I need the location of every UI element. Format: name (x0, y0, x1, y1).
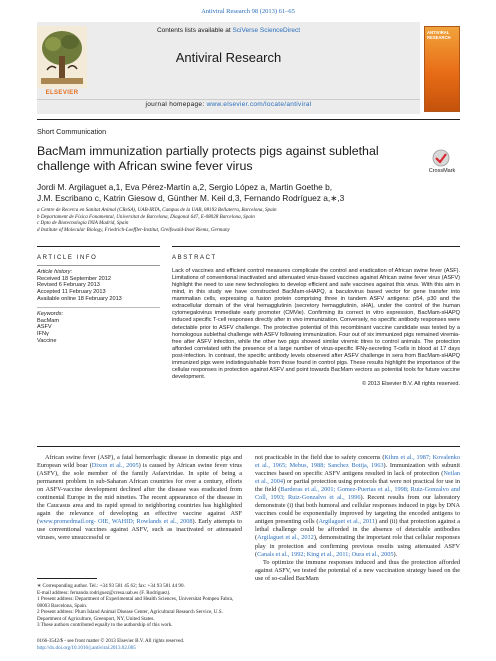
abstract-rule (172, 246, 460, 247)
affiliation-d: d Institute of Molecular Biology, Friedrich-Loeffler-Institut, Greifswald-Insel Riems, Germany (37, 226, 230, 233)
body-text: African swine fever (ASF), a fatal hemorrhagic disease in domestic pigs and European wild boar ( (37, 454, 242, 470)
affiliation-a: a Centre de Recerca en Sanitat Animal (CReSA), UAB-IRTA, Campus de la UAB, 08193 Bellaterra, Barcelona, Spain (37, 207, 277, 213)
journal-name: Antiviral Research (175, 50, 282, 65)
footnote-3: 3 These authors contributed equally to the authorship of this work. (37, 622, 173, 628)
abstract (172, 268, 460, 388)
authors-line-2: J.M. Escribano c, Katrin Giesow d, Günther M. Keil d,3, Fernando Rodríguez a,∗,3 (37, 193, 345, 203)
body-text: ). (393, 550, 398, 558)
citation-link[interactable]: Argilaguet et al., 2011 (318, 518, 376, 526)
footnote-1: 1 Present address: Department of Experimental and Health Sciences, Universitat Pompeu Fabra, 08003 Barcelona, Spain. (37, 596, 234, 609)
footnotes (37, 583, 242, 629)
history-revised: Revised 6 February 2013 (37, 282, 100, 289)
footnote-2: 2 Present address: Plum Island Animal Disease Center, Agricultural Research Service, U.S. Department of Agriculture, Greenport, NY, United States. (37, 609, 223, 622)
citation-link[interactable]: Canals et al., 1992; King et al., 2011; Oura et al., 2005 (257, 550, 394, 558)
author-list (37, 182, 457, 204)
title-line-1: BacMam immunization partially protects pigs against sublethal (37, 144, 379, 158)
keyword: ASFV (37, 324, 52, 331)
affiliation-b: b Departament de Física Fonamental, Universitat de Barcelona, Diagonal 647, E-08028 Barcelona, Spain (37, 213, 255, 220)
cover-title: ANTIVIRAL RESEARCH (427, 30, 451, 40)
contents-prefix: Contents lists available at (156, 27, 233, 34)
article-type: Short Communication (37, 127, 107, 136)
doi-link[interactable]: http://dx.doi.org/10.1016/j.antiviral.2013.02.005 (37, 644, 136, 651)
body-paragraph-2: To optimize the immune responses induced and thus the protection afforded against ASFV, we tested the potential of a new vaccination strategy based on the use of so-called BacMam (255, 558, 460, 582)
body-text: ). Early attempts to use conventional vaccines against ASFV, such as inactivated or attenuated viruses, were unsuccessful or (37, 518, 242, 542)
article-info (37, 255, 160, 345)
issn-line: 0166-3542/$ - see front matter © 2013 Elsevier B.V. All rights reserved. (37, 638, 185, 644)
elsevier-tree-logo (37, 26, 87, 88)
citation-link[interactable]: Barderas et al., 2001; Gomez-Puertas et al., 1998; Ruiz-Gonzalvo and Coll, 1993; Ruiz-Gonzalvo et al., 1996 (255, 486, 460, 502)
body-text: ) is caused by African swine fever virus (ASFV), the sole member of the family Asfarviridae. In spite of being a permanent problem in sub-Saharan African countries for over a century, efforts on ASFV-vaccine development declined after the disease was eradicated from continental Europe in the mid nineties. The recent appearance of the disease in the Caucasus area and its rapid spread to neighboring countries has highlighted again the relevance of developing an effective vaccine against ASF ( (37, 462, 242, 526)
citation-link[interactable]: Neilan et al., 2004 (255, 470, 460, 486)
homepage-link[interactable]: www.elsevier.com/locate/antiviral (206, 101, 312, 108)
affiliation-c: c Dpto de Biotecnología INIA Madrid, Spain (37, 220, 129, 227)
keywords-label: Keywords: (37, 310, 64, 317)
history-online: Available online 18 February 2013 (37, 295, 122, 302)
abstract-text: Lack of vaccines and efficient control measures complicate the control and eradication of African swine fever (ASF). Limitations of conventional inactivated and attenuated virus-based vaccines against African swine fever virus (ASFV) highlight the need to use new technologies to develop efficient and safe vaccines against this virus. With this aim in mind, in this study we have constructed BacMam-sHAPQ, a baculovirus based vector for gene transfer into mammalian cells, expressing a fusion protein comprising three in tandem ASFV antigens: p54, p30 and the extracellular domain of the viral hemagglutinin (secretory hemagglutinin, sHA), under the control of the human cytomegalovirus immediate early promoter (CMVie). Confirming its correct in vitro expression, BacMam-sHAPQ induced specific T-cell responses directly after in vivo immunization. Conversely, no specific antibody responses were detectable prior to ASFV challenge. The protective potential of this recombinant vaccine candidate was tested by a homologous sublethal challenge with ASFV following immunization. Four out of six immunized pigs remained viremia-free after ASFV infection, while the other two pigs showed similar viremic titres to control animals. The protection afforded correlated with the presence of a large number of virus-specific IFNγ-secreting T-cells in blood at 17 days post-infection. In contrast, the specific antibody levels observed after ASFV challenge in sera from BacMam-sHAPQ immunized pigs were indistinguishable from those found in control pigs. These results highlight the importance of the cellular responses in protection against ASFV and point towards BacMam vectors as potential tools for future vaccine development. (172, 268, 460, 380)
body-left-column (37, 454, 242, 543)
body-text: ) or partial protection using protocols that were not practical for use in the field ( (255, 478, 460, 494)
info-divider (37, 265, 160, 266)
body-text: not practicable in the field due to safety concerns ( (255, 454, 385, 461)
article-info-label: ARTICLE INFO (37, 255, 98, 261)
copyright: © 2013 Elsevier B.V. All rights reserved. (362, 381, 460, 387)
history-accepted: Accepted 11 February 2013 (37, 289, 106, 296)
footnote-corresponding: ∗ Corresponding author. Tel.: +34 93 581 45 62; fax: +34 93 581 44 90. (37, 583, 185, 589)
crossmark-label[interactable]: CrossMark (428, 168, 456, 174)
abstract-label: ABSTRACT (172, 255, 217, 261)
history-received: Received 18 September 2012 (37, 275, 112, 282)
body-text: ). Immunization with subunit vaccines based on specific ASFV antigens resulted in lack of protection ( (255, 462, 460, 478)
keyword: Vaccine (37, 337, 57, 344)
title-line-2: challenge with African swine fever virus (37, 158, 253, 173)
keyword: IFNγ (37, 331, 49, 338)
footnote-rule (37, 578, 97, 579)
citation-link[interactable]: Kihm et al., 1987; Kovalenko et al., 1965; Mebus, 1988; Sanchez Botija, 1963 (255, 454, 461, 470)
homepage-prefix: journal homepage: (145, 101, 207, 108)
affiliations (37, 207, 457, 233)
elsevier-wordmark: ELSEVIER (45, 90, 79, 96)
authors-line-1: Jordi M. Argilaguet a,1, Eva Pérez-Martín a,2, Sergio López a, Martin Goethe b, (37, 182, 333, 192)
body-text: ) and (ii) that protection against a lethal challenge could be afforded in the absence of detectable antibodies ( (255, 518, 460, 542)
body-text: ). Recent results from our laboratory demonstrate (i) that both humoral and cellular responses induced in pigs by DNA vaccines could be exponentially improved by targeting the encoded antigens to antigen presenting cells ( (255, 494, 460, 526)
sciencedirect-link[interactable]: SciVerse ScienceDirect (232, 27, 301, 34)
info-rule (37, 246, 160, 247)
footnote-email[interactable]: E-mail address: fernando.rodriguez@cresa.uab.es (F. Rodríguez). (37, 589, 171, 596)
keywords-divider (37, 307, 160, 308)
citation-link[interactable]: Argilaguet et al., 2012 (257, 534, 314, 542)
body-text: ), demonstrating the important role that cellular responses play in protection and confirming previous results using attenuated ASFV ( (255, 534, 460, 558)
body-right-column (255, 454, 460, 583)
article-title (37, 144, 417, 173)
contents-line (37, 27, 420, 34)
journal-homepage (37, 101, 420, 108)
history-label: Article history: (37, 268, 73, 275)
citation-link[interactable]: www.promedmail.org- OIE, WAHID; Rowlands et al., 2008 (39, 518, 193, 526)
page-footer (37, 638, 184, 651)
citation-link[interactable]: Dixon et al., 2005 (91, 462, 139, 470)
journal-reference[interactable]: Antiviral Research 98 (2013) 61–65 (201, 8, 295, 15)
header-rule (37, 119, 460, 120)
crossmark-icon[interactable] (422, 148, 460, 168)
keyword: BacMam (37, 317, 60, 324)
body-rule (37, 446, 460, 447)
